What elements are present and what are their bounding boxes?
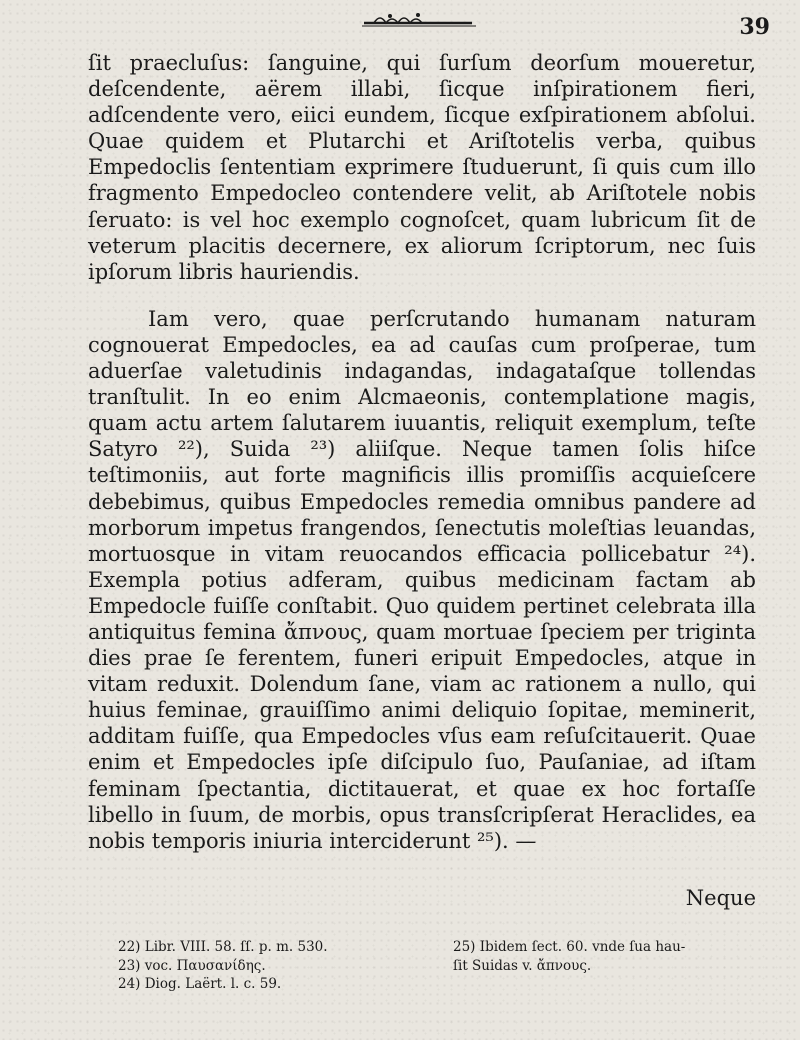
footnote-23: 23) voc. Παυσανίδης. <box>118 957 266 974</box>
footnote-22: 22) Libr. VIII. 58. ſſ. p. m. 530. <box>118 939 328 955</box>
header-ornament <box>360 8 478 30</box>
catchword: Neque <box>685 886 756 910</box>
footnote-25-continued: ſit Suidas v. ἄπνους. <box>453 957 592 974</box>
paragraph-1: ſit praecluſus: ſanguine, qui ſurſum deorſum moueretur, deſcendente, aërem illabi, ſicque inſpirationem fieri, adſcendente vero, eiici eundem, ſicque exſpirationem abſolui. Quae quidem et Plutarchi et Ariſtotelis verba, quibus Empedoclis ſententiam exprimere ſtuduerunt, ſi quis cum illo fragmento Empedocleo contendere velit, ab Ariſtotele nobis ſeruato: is vel hoc exemplo cognoſcet, quam lubricum ſit de veterum placitis decernere, ex aliorum ſcriptorum, nec ſuis ipſorum libris hauriendis. <box>88 51 756 284</box>
page-number: 39 <box>739 14 770 40</box>
footnotes-right-column <box>453 938 753 975</box>
paragraph-2: Iam vero, quae perſcrutando humanam naturam cognouerat Empedocles, ea ad cauſas cum proſperae, tum aduerſae valetudinis indagandas, indagataſque tollendas tranſtulit. In eo enim Alcmaeonis, contemplatione magis, quam actu artem ſalutarem iuuantis, reliquit exemplum, teſte Satyro ²²), Suida ²³) aliiſque. Neque tamen ſolis hiſce teſtimoniis, aut forte magnificis illis promiſſis acquieſcere debebimus, quibus Empedocles remedia omnibus pandere ad morborum impetus frangendos, ſenectutis moleſtias leuandas, mortuosque in vitam reuocandos efficacia pollicebatur ²⁴). Exempla potius adferam, quibus medicinam factam ab Empedocle fuiſſe conſtabit. Quo quidem pertinet celebrata illa antiquitus femina ἄπνους, quam mortuae ſpeciem per triginta dies prae ſe ferentem, funeri eripuit Empedocles, atque in vitam reduxit. Dolendum ſane, viam ac rationem a nullo, qui huius feminae, grauiſſimo animi deliquio ſopitae, meminerit, additam fuiſſe, qua Empedocles vſus eam reſuſcitauerit. Quae enim et Empedocles ipſe diſcipulo ſuo, Pauſaniae, ad iſtam feminam ſpectantia, dictitauerat, et quae ex hoc fortaſſe libello in ſuum, de morbis, opus transſcripſerat Heraclides, ea nobis temporis iniuria interciderunt ²⁵). — <box>88 306 756 853</box>
footnotes-left-column <box>118 938 448 994</box>
footnote-24: 24) Diog. Laërt. l. c. 59. <box>118 976 282 992</box>
footnote-25: 25) Ibidem ſect. 60. vnde ſua hau- <box>453 939 686 955</box>
main-text <box>88 50 756 854</box>
